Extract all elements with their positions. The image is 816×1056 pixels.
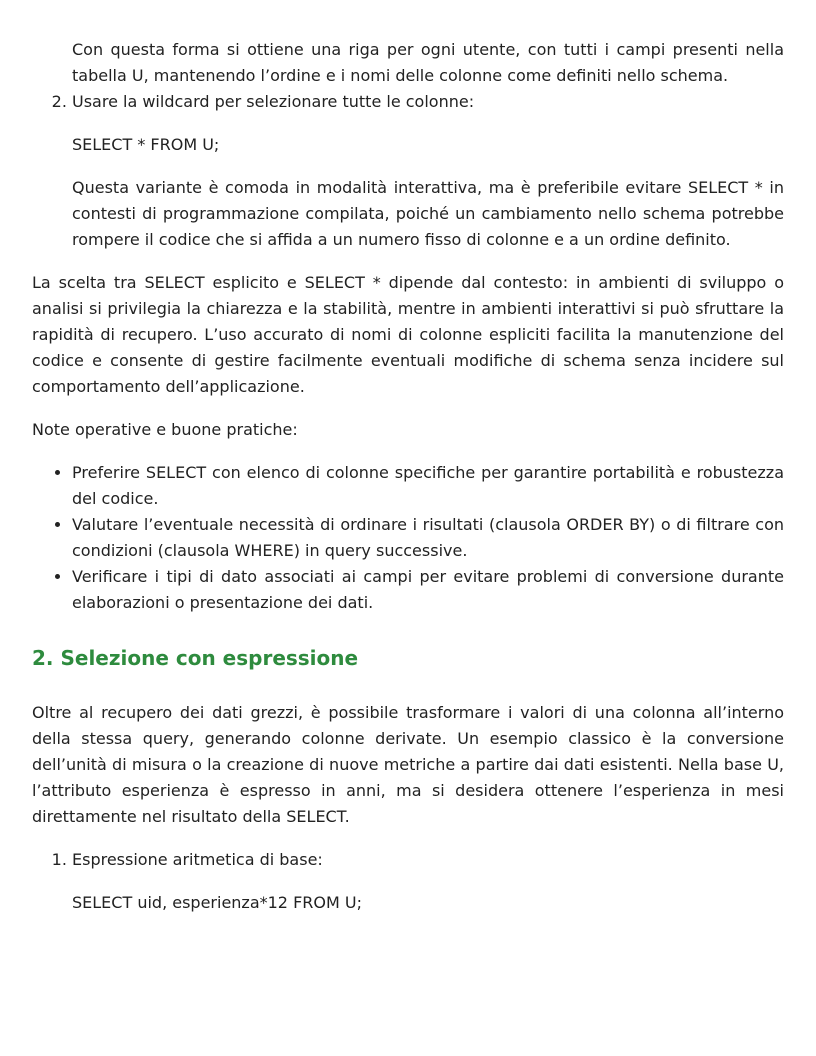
section-heading: 2. Selezione con espressione xyxy=(32,646,359,670)
list-item-wildcard xyxy=(72,89,784,253)
list-item-expression xyxy=(72,847,784,916)
bullet-list-best-practices xyxy=(32,460,784,616)
list-item-label: Espressione aritmetica di base: xyxy=(72,850,323,869)
code-select-expression: SELECT uid, esperienza*12 FROM U; xyxy=(72,893,362,912)
paragraph-note-title: Note operative e buone pratiche: xyxy=(32,420,298,439)
paragraph-scelta: La scelta tra SELECT esplicito e SELECT * dipende dal contesto: in ambienti di sviluppo o analisi si privilegia la chiarezza e la stabilità, mentre in ambienti interattivi si può sfruttare la rapidità di recupero. L’uso accurato di nomi di colonne espliciti facilita la manutenzione del codice e consente di gestire facilmente eventuali modifiche di schema senza incidere sul comportamento dell’applicazione. xyxy=(32,273,784,396)
bullet-item: • Preferire SELECT con elenco di colonne specifiche per garantire portabilità e robustezza del codice. xyxy=(72,460,784,512)
paragraph-variante: Questa variante è comoda in modalità interattiva, ma è preferibile evitare SELECT * in contesti di programmazione compilata, poiché un cambiamento nello schema potrebbe rompere il codice che si affida a un numero fisso di colonne e a un ordine definito. xyxy=(72,178,784,249)
numbered-list-expression xyxy=(32,847,784,916)
code-select-star: SELECT * FROM U; xyxy=(72,135,220,154)
bullet-item: • Verificare i tipi di dato associati ai campi per evitare problemi di conversione durante elaborazioni o presentazione dei dati. xyxy=(72,564,784,616)
numbered-list-select-forms xyxy=(32,89,784,253)
bullet-item: • Valutare l’eventuale necessità di ordinare i risultati (clausola ORDER BY) o di filtrare con condizioni (clausola WHERE) in query successive. xyxy=(72,512,784,564)
paragraph-con-questa-forma: Con questa forma si ottiene una riga per ogni utente, con tutti i campi presenti nella tabella U, mantenendo l’ordine e i nomi delle colonne come definiti nello schema. xyxy=(72,40,784,85)
list-item-label: Usare la wildcard per selezionare tutte le colonne: xyxy=(72,92,475,111)
paragraph-section-intro: Oltre al recupero dei dati grezzi, è possibile trasformare i valori di una colonna all’interno della stessa query, generando colonne derivate. Un esempio classico è la conversione dell’unità di misura o la creazione di nuove metriche a partire dai dati esistenti. Nella base U, l’attributo esperienza è espresso in anni, ma si desidera ottenere l’esperienza in mesi direttamente nel risultato della SELECT. xyxy=(32,703,784,826)
